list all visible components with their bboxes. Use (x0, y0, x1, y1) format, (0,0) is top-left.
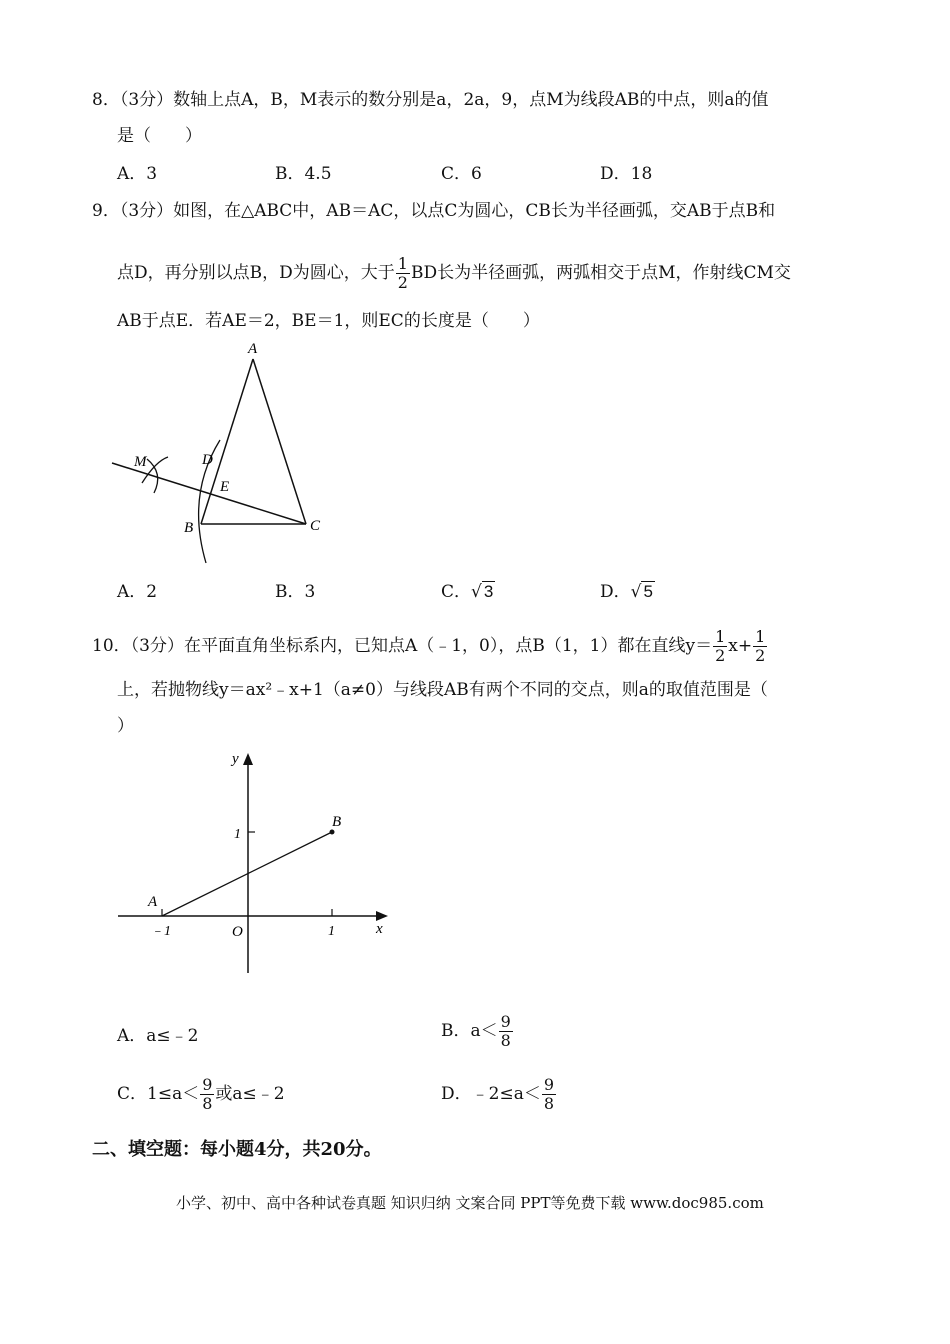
q9-fraction (396, 256, 410, 291)
q10-option-d-prefix: D．﹣2≤a＜ (441, 1084, 541, 1104)
q10-label-x: x (376, 921, 383, 937)
q9-label-E: E (220, 479, 230, 495)
q10-fraction-1 (713, 629, 727, 664)
q10-tick-1-y: 1 (234, 827, 241, 842)
q9-label-C: C (310, 518, 321, 534)
q8-option-c: C．6 (441, 164, 482, 184)
q9-stem-line2 (117, 256, 791, 291)
q9-option-a: A．2 (117, 582, 158, 602)
q8-stem-line1: 8．（3分）数轴上点A，B，M表示的数分别是a，2a，9，点M为线段AB的中点，则a的值 (92, 90, 769, 110)
q10-label-B: B (332, 814, 342, 830)
q10-stem-line1-mid: x+ (728, 636, 753, 656)
q10-option-b-fraction (499, 1014, 513, 1049)
q9-triangle-figure (100, 335, 340, 565)
q10-option-b (441, 1014, 514, 1049)
q10-option-b-den: 8 (500, 1031, 511, 1050)
q10-fraction-2 (753, 629, 767, 664)
q10-tick-neg1-x: ﹣1 (150, 924, 171, 939)
q10-option-c-num: 9 (202, 1075, 213, 1094)
q10-tick-1-x: 1 (328, 924, 335, 939)
q10-stem-line3: ） (117, 716, 134, 736)
q10-frac1-den: 2 (715, 646, 726, 665)
q10-option-a: A．a≤﹣2 (117, 1026, 199, 1046)
q9-frac-num: 1 (397, 254, 408, 273)
q10-stem-line1 (92, 629, 768, 664)
q9-option-b: B．3 (275, 582, 316, 602)
q10-frac2-den: 2 (755, 646, 766, 665)
sqrt-icon: √ 5 (630, 582, 653, 602)
q10-option-c-suffix: 或a≤﹣2 (215, 1084, 285, 1104)
q9-label-M: M (134, 454, 147, 470)
q10-stem-line2: 上，若抛物线y＝ax²﹣x+1（a≠0）与线段AB有两个不同的交点，则a的取值范围是（ (117, 680, 768, 700)
q10-option-c (117, 1077, 285, 1112)
q10-option-c-fraction (200, 1077, 214, 1112)
q9-option-c-radicand: 3 (483, 582, 494, 601)
q10-option-d-den: 8 (543, 1094, 555, 1113)
q10-stem-line1-a: 10．（3分）在平面直角坐标系内，已知点A（﹣1，0），点B（1，1）都在直线y＝ (92, 636, 713, 656)
q10-label-O: O (232, 924, 243, 940)
q9-option-d-prefix: D． (600, 582, 631, 602)
sqrt-icon: √ 3 (471, 582, 494, 602)
q8-stem-line2: 是（ ） (117, 126, 202, 146)
q8-option-d: D．18 (600, 164, 653, 184)
q9-stem-line3: AB于点E．若AE＝2，BE＝1，则EC的长度是（ ） (117, 311, 540, 331)
q10-option-b-prefix: B．a＜ (441, 1021, 498, 1041)
q9-option-c-prefix: C． (441, 582, 472, 602)
q9-stem-line2-a: 点D，再分别以点B，D为圆心，大于 (117, 263, 395, 283)
q10-option-b-num: 9 (500, 1012, 511, 1031)
q10-option-d-num: 9 (543, 1075, 555, 1094)
q8-option-b: B．4.5 (275, 164, 332, 184)
q9-frac-den: 2 (397, 273, 408, 292)
q9-stem-line2-b: BD长为半径画弧，两弧相交于点M，作射线CM交 (410, 263, 791, 283)
q9-option-d (600, 580, 655, 604)
q9-label-B: B (184, 520, 194, 536)
q10-label-y: y (232, 751, 239, 767)
q10-frac1-num: 1 (715, 627, 726, 646)
q8-option-a: A．3 (117, 164, 158, 184)
q10-option-d (441, 1077, 557, 1112)
q9-option-d-radicand: 5 (643, 582, 653, 601)
q10-coordinate-figure (110, 745, 400, 980)
page-footer: 小学、初中、高中各种试卷真题 知识归纳 文案合同 PPT等免费下载 www.doc985.com (176, 1194, 764, 1212)
q9-label-A: A (248, 341, 258, 357)
q10-option-c-prefix: C．1≤a＜ (117, 1084, 200, 1104)
section-2-heading: 二、填空题：每小题4分，共20分。 (92, 1139, 382, 1160)
q10-option-d-fraction (542, 1077, 556, 1112)
q10-label-A: A (148, 894, 158, 910)
q9-option-c (441, 580, 495, 604)
q10-frac2-num: 1 (755, 627, 766, 646)
q9-stem-line1: 9．（3分）如图，在△ABC中，AB＝AC，以点C为圆心，CB长为半径画弧，交AB于点B和 (92, 201, 776, 221)
q10-option-c-den: 8 (202, 1094, 213, 1113)
q9-label-D: D (202, 452, 213, 468)
